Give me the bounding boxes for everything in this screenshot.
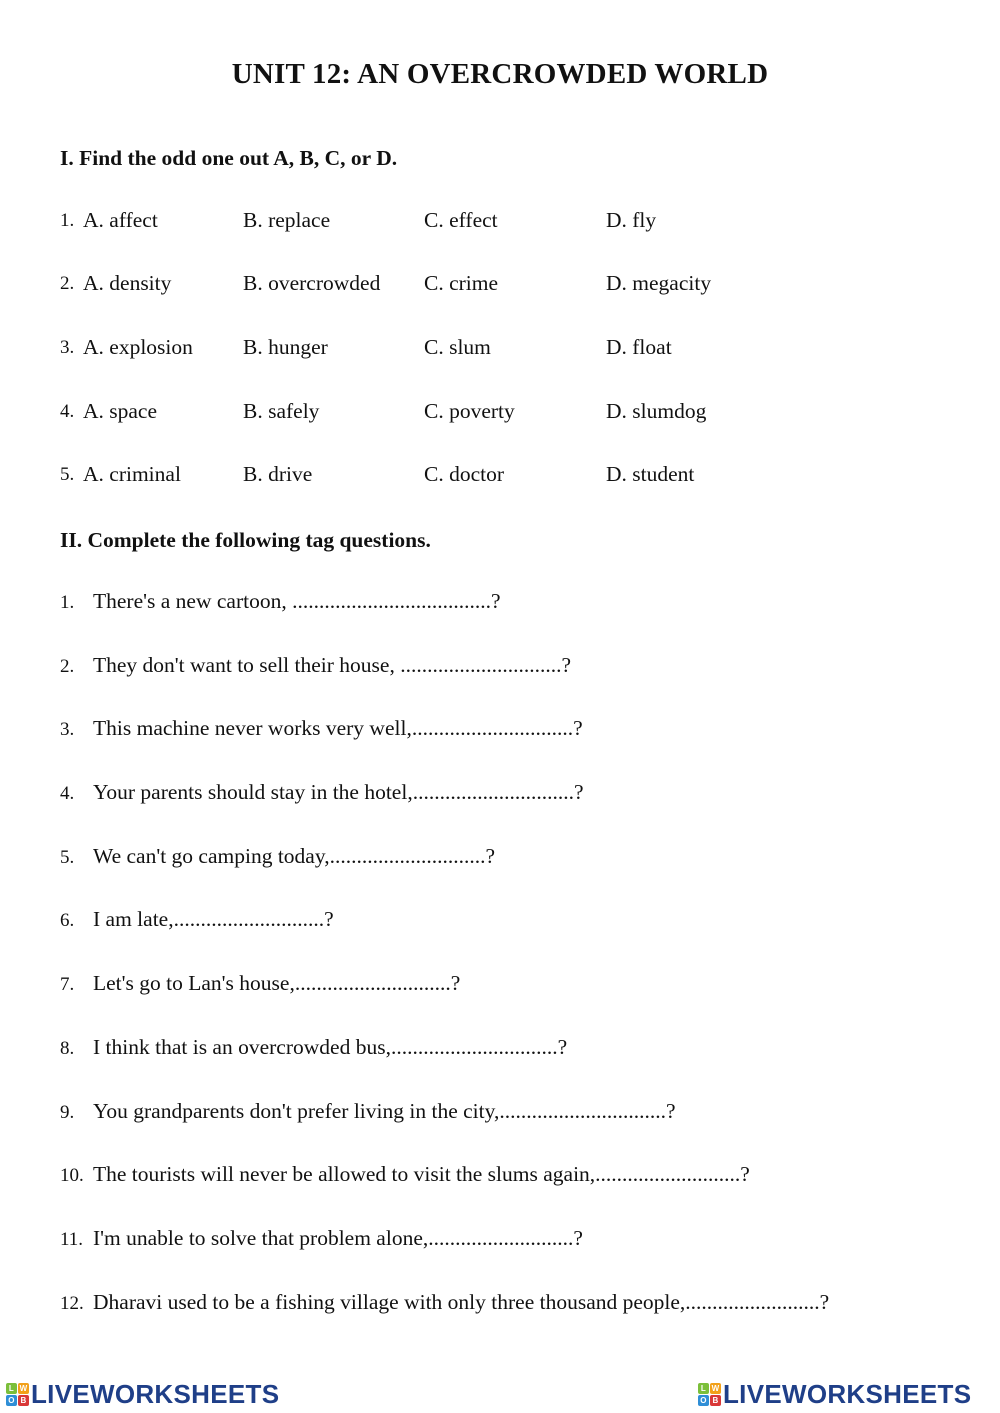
question-item bbox=[60, 1226, 960, 1256]
question-text: You grandparents don't prefer living in the city,...............................? bbox=[93, 1099, 676, 1123]
option-d: D. fly bbox=[606, 208, 657, 232]
mc-item bbox=[60, 271, 860, 301]
option-b: B. drive bbox=[243, 462, 313, 486]
section-2-heading: II. Complete the following tag questions. bbox=[60, 528, 431, 552]
item-number: 12. bbox=[60, 1293, 84, 1314]
option-c: C. doctor bbox=[424, 462, 505, 486]
item-number: 7. bbox=[60, 974, 75, 995]
question-item bbox=[60, 844, 960, 874]
item-number: 10. bbox=[60, 1165, 84, 1186]
question-text: Dharavi used to be a fishing village with only three thousand people,.........................? bbox=[93, 1290, 830, 1314]
logo-mark-icon: L W O B bbox=[6, 1383, 28, 1405]
option-a: A. criminal bbox=[83, 462, 181, 486]
option-a: A. affect bbox=[83, 208, 158, 232]
item-number: 4. bbox=[60, 401, 75, 422]
option-a: A. density bbox=[83, 271, 172, 295]
logo-text: LIVEWORKSHEETS bbox=[31, 1378, 280, 1409]
item-number: 5. bbox=[60, 464, 75, 485]
question-text: This machine never works very well,..............................? bbox=[93, 716, 583, 740]
question-text: I'm unable to solve that problem alone,...........................? bbox=[93, 1226, 583, 1250]
option-d: D. slumdog bbox=[606, 399, 707, 423]
option-a: A. explosion bbox=[83, 335, 193, 359]
mc-item bbox=[60, 335, 860, 365]
option-d: D. float bbox=[606, 335, 672, 359]
item-number: 9. bbox=[60, 1102, 75, 1123]
option-a: A. space bbox=[83, 399, 158, 423]
item-number: 11. bbox=[60, 1229, 84, 1250]
question-item bbox=[60, 589, 960, 619]
question-text: Your parents should stay in the hotel,..............................? bbox=[93, 780, 584, 804]
item-number: 1. bbox=[60, 210, 75, 231]
question-item bbox=[60, 1290, 960, 1320]
item-number: 3. bbox=[60, 337, 75, 358]
question-text: I think that is an overcrowded bus,...............................? bbox=[93, 1035, 568, 1059]
option-c: C. poverty bbox=[424, 399, 515, 423]
question-item bbox=[60, 653, 960, 683]
question-text: We can't go camping today,.............................? bbox=[93, 844, 495, 868]
liveworksheets-logo[interactable] bbox=[698, 1378, 971, 1410]
option-d: D. megacity bbox=[606, 271, 712, 295]
option-b: B. hunger bbox=[243, 335, 328, 359]
logo-mark-icon: L W O B bbox=[698, 1383, 720, 1405]
item-number: 4. bbox=[60, 783, 75, 804]
item-number: 1. bbox=[60, 592, 75, 613]
item-number: 2. bbox=[60, 656, 75, 677]
question-item bbox=[60, 907, 960, 937]
item-number: 8. bbox=[60, 1038, 75, 1059]
mc-item bbox=[60, 208, 860, 238]
item-number: 5. bbox=[60, 847, 75, 868]
mc-item bbox=[60, 462, 860, 492]
question-item bbox=[60, 1162, 960, 1192]
option-c: C. crime bbox=[424, 271, 499, 295]
question-item bbox=[60, 780, 960, 810]
option-b: B. replace bbox=[243, 208, 331, 232]
question-text: There's a new cartoon, .....................................? bbox=[93, 589, 501, 613]
question-item bbox=[60, 1035, 960, 1065]
section-1-heading: I. Find the odd one out A, B, C, or D. bbox=[60, 146, 398, 170]
mc-item bbox=[60, 399, 860, 429]
question-text: I am late,............................? bbox=[93, 907, 334, 931]
option-c: C. slum bbox=[424, 335, 491, 359]
question-text: They don't want to sell their house, ..............................? bbox=[93, 653, 571, 677]
logo-text: LIVEWORKSHEETS bbox=[723, 1378, 972, 1409]
question-text: Let's go to Lan's house,.............................? bbox=[93, 971, 461, 995]
item-number: 2. bbox=[60, 273, 75, 294]
item-number: 3. bbox=[60, 719, 75, 740]
option-b: B. overcrowded bbox=[243, 271, 381, 295]
question-item bbox=[60, 716, 960, 746]
page-title: UNIT 12: AN OVERCROWDED WORLD bbox=[231, 58, 769, 90]
item-number: 6. bbox=[60, 910, 75, 931]
question-text: The tourists will never be allowed to visit the slums again,...........................? bbox=[93, 1162, 750, 1186]
option-c: C. effect bbox=[424, 208, 498, 232]
option-d: D. student bbox=[606, 462, 695, 486]
liveworksheets-logo[interactable] bbox=[6, 1378, 279, 1410]
option-b: B. safely bbox=[243, 399, 320, 423]
question-item bbox=[60, 1099, 960, 1129]
question-item bbox=[60, 971, 960, 1001]
